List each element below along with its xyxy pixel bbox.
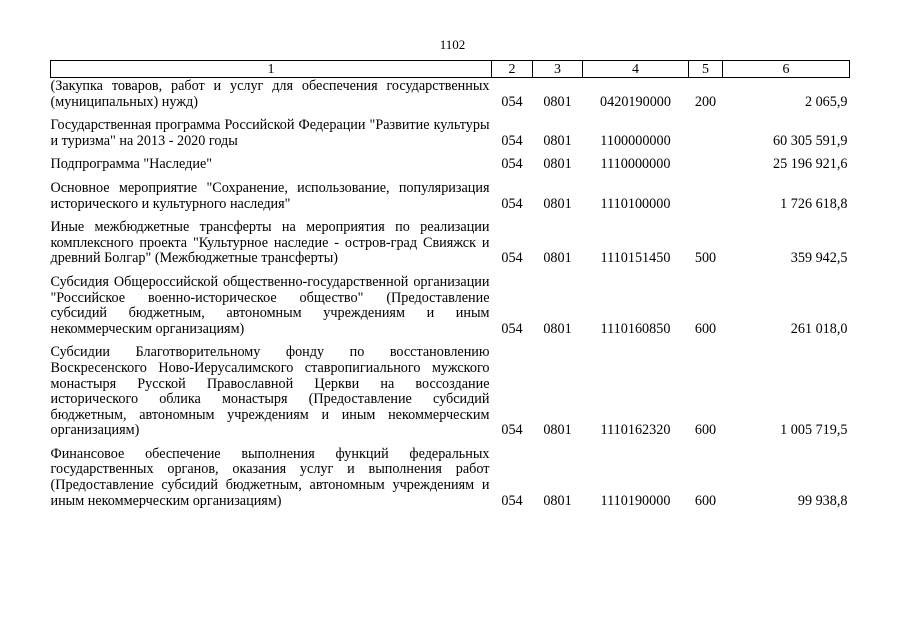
row-target-article: 1110000000 [600, 156, 671, 173]
row-ministry-code: 054 [501, 250, 523, 267]
table-header-row [51, 61, 850, 78]
table-row [51, 173, 850, 212]
row-target-article: 1110151450 [600, 250, 671, 267]
row-description: Финансовое обеспечение выполнения функций федеральных государственных органов, оказания услуг и выполнения работ (Предоставление субсидий бюджетным, автономным учреждениям и иным некоммерческим организациям) [50, 445, 490, 509]
row-description: Государственная программа Российской Федерации "Развитие культуры и туризма" на 2013 - 2020 годы [50, 117, 490, 149]
row-section-code: 0801 [543, 132, 572, 149]
header-col-5: 5 [689, 61, 723, 78]
table-row [51, 212, 850, 267]
row-expense-type [689, 110, 723, 149]
row-ministry-code: 054 [501, 195, 523, 212]
row-target-article: 0420190000 [600, 93, 671, 110]
row-target-article: 1100000000 [600, 132, 671, 149]
header-col-4: 4 [583, 61, 689, 78]
row-ministry-code: 054 [501, 156, 523, 173]
table-row [51, 110, 850, 149]
row-expense-type: 600 [694, 320, 717, 337]
row-amount: 2 065,9 [804, 93, 848, 110]
row-expense-type [689, 149, 723, 173]
header-col-3: 3 [533, 61, 583, 78]
row-amount: 25 196 921,6 [773, 156, 848, 173]
table-row [51, 78, 850, 111]
row-expense-type: 200 [694, 93, 717, 110]
header-col-6: 6 [723, 61, 850, 78]
row-description: Основное мероприятие "Сохранение, использование, популяризация исторического и культурного наследия" [50, 179, 490, 212]
budget-table [50, 60, 850, 509]
row-section-code: 0801 [543, 492, 572, 509]
header-col-2: 2 [492, 61, 533, 78]
row-amount: 1 005 719,5 [780, 422, 848, 439]
row-ministry-code: 054 [501, 132, 523, 149]
row-target-article: 1110160850 [600, 320, 671, 337]
row-description: Подпрограмма "Наследие" [50, 156, 213, 173]
row-section-code: 0801 [543, 250, 572, 267]
row-amount: 60 305 591,9 [773, 132, 848, 149]
row-target-article: 1110162320 [600, 422, 671, 439]
header-col-1: 1 [51, 61, 492, 78]
row-expense-type [689, 173, 723, 212]
row-expense-type: 600 [694, 492, 717, 509]
row-description: Иные межбюджетные трансферты на мероприятия по реализации комплексного проекта "Культурное наследие - остров-град Свияжск и древний Болгар" (Межбюджетные трансферты) [50, 219, 490, 267]
table-row [51, 149, 850, 173]
row-expense-type: 600 [694, 422, 717, 439]
row-section-code: 0801 [543, 422, 572, 439]
row-ministry-code: 054 [501, 320, 523, 337]
page-number: 1102 [439, 37, 466, 52]
row-ministry-code: 054 [501, 422, 523, 439]
row-section-code: 0801 [543, 320, 572, 337]
row-amount: 99 938,8 [797, 492, 848, 509]
table-row [51, 439, 850, 509]
row-description: (Закупка товаров, работ и услуг для обеспечения государственных (муниципальных) нужд) [50, 78, 490, 110]
row-amount: 1 726 618,8 [780, 195, 848, 212]
row-target-article: 1110190000 [600, 492, 671, 509]
row-description: Субсидия Общероссийской общественно-государственной организации "Российское военно-историческое общество" (Предоставление субсидий бюджетным, автономным учреждениям и иным некоммерческим организациям) [50, 273, 490, 337]
row-target-article: 1110100000 [600, 195, 671, 212]
row-ministry-code: 054 [501, 492, 523, 509]
row-section-code: 0801 [543, 195, 572, 212]
row-section-code: 0801 [543, 93, 572, 110]
row-description: Субсидии Благотворительному фонду по восстановлению Воскресенского Ново-Иерусалимского ставропигиального мужского монастыря Русской Православной Церкви на воссоздание исторического облика монастыря (Предоставление субсидий бюджетным, автономным учреждениям и иным некоммерческим организациям) [50, 344, 490, 439]
table-row [51, 267, 850, 337]
table-row [51, 337, 850, 439]
row-section-code: 0801 [543, 156, 572, 173]
row-ministry-code: 054 [501, 93, 523, 110]
row-amount: 261 018,0 [790, 320, 848, 337]
row-expense-type: 500 [694, 250, 717, 267]
row-amount: 359 942,5 [790, 250, 848, 267]
